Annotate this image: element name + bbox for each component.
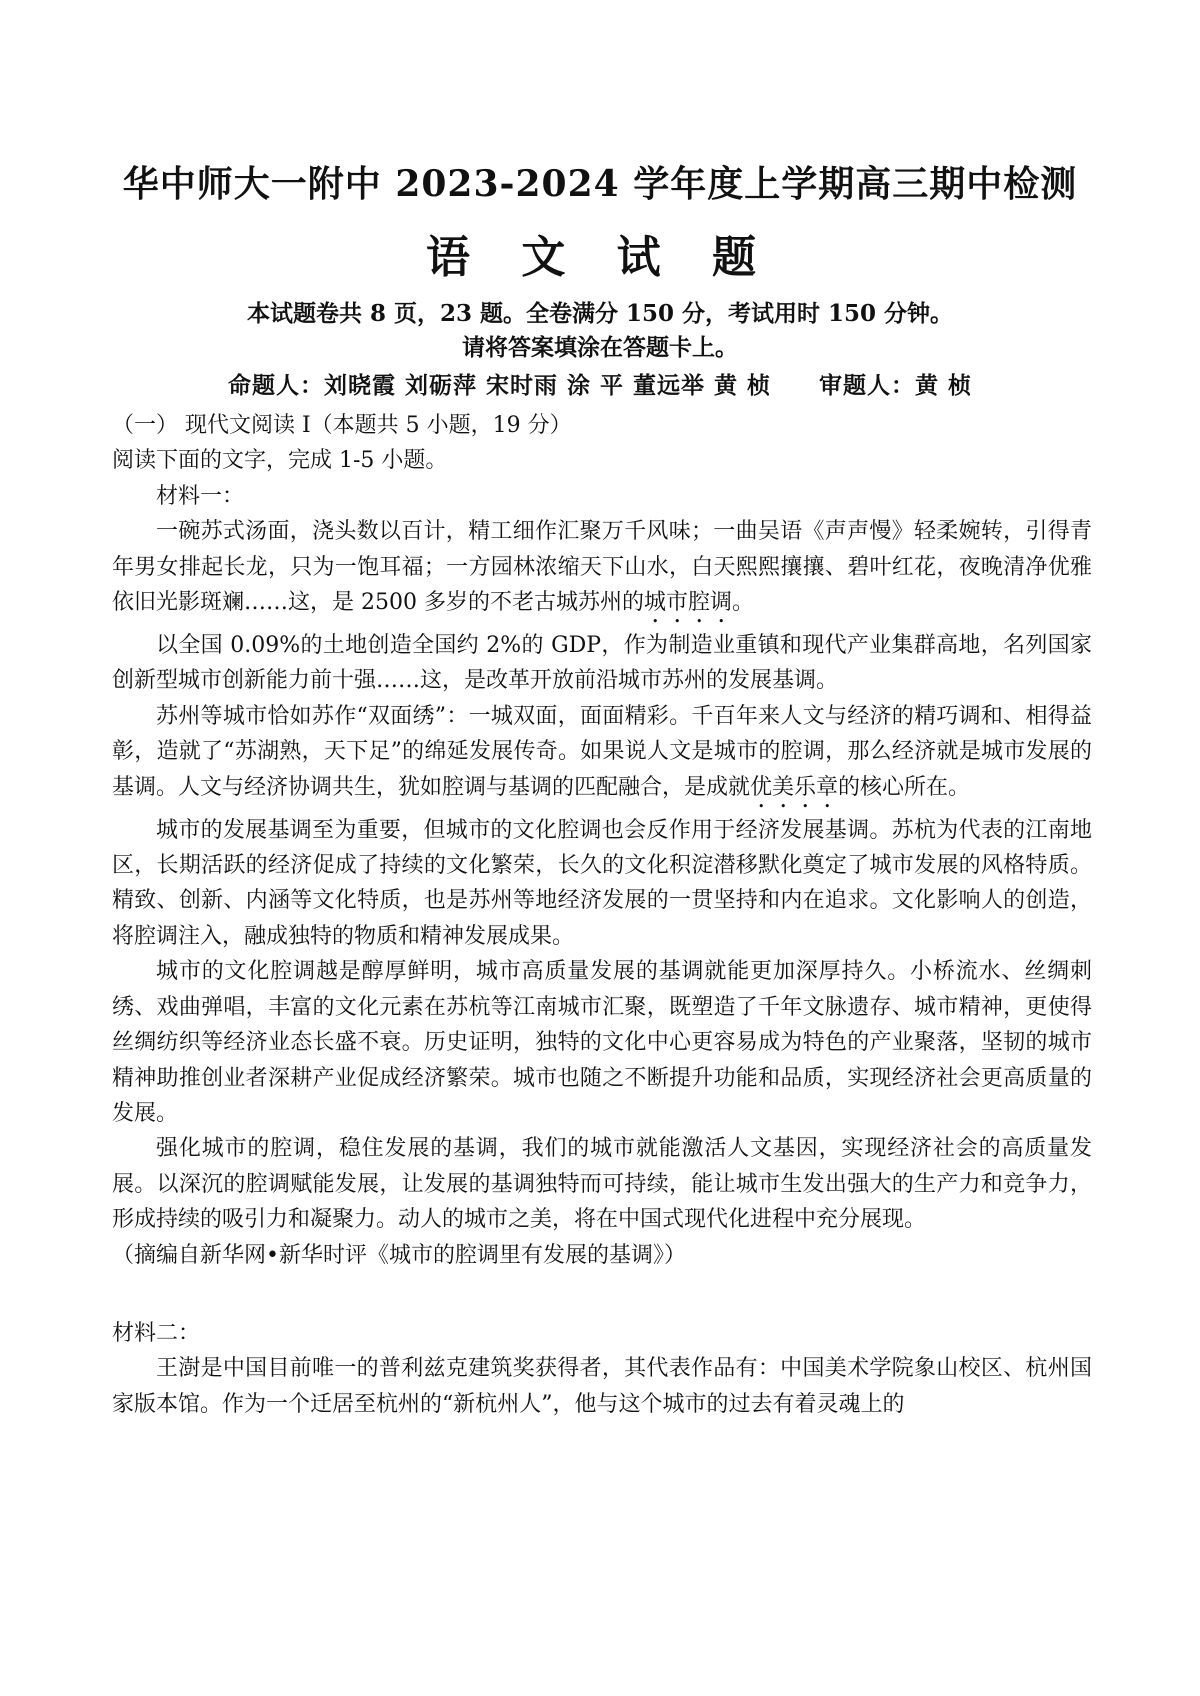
exam-title: 华中师大一附中 2023-2024 学年度上学期高三期中检测 (122, 163, 1078, 205)
material1-paragraph: 以全国 0.09%的土地创造全国约 2%的 GDP，作为制造业重镇和现代产业集群高地，名列国家创新型城市创新能力前十强……这，是改革开放前沿城市苏州的发展基调。 (112, 633, 1092, 694)
material2-label: 材料二： (112, 1321, 201, 1346)
section-instruction: 阅读下面的文字，完成 1-5 小题。 (112, 448, 448, 474)
section-heading: （一） 现代文阅读 I（本题共 5 小题，19 分） (112, 413, 572, 438)
material1-paragraph: 强化城市的腔调，稳住发展的基调，我们的城市就能激活人文基因，实现经济社会的高质量发展。以深沉的腔调赋能发展，让发展的基调独特而可持续，能让城市生发出强大的生产力和竞争力，形成持续的吸引力和凝聚力。动人的城市之美，将在中国式现代化进程中充分展现。 (112, 1136, 1092, 1233)
reading-section (112, 408, 1092, 1273)
material1-label: 材料一： (156, 483, 245, 509)
subject-title: 语 文 试 题 (426, 232, 774, 283)
material2-section (112, 1316, 1092, 1422)
emphasized-term: 优美乐章 (750, 774, 839, 800)
exam-info-line: 本试题卷共 8 页，23 题。全卷满分 150 分，考试用时 150 分钟。 (246, 300, 954, 327)
material1-source: （摘编自新华网•新华时评《城市的腔调里有发展的基调》） (112, 1242, 686, 1268)
authors-line: 命题人：刘晓霞 刘砺萍 宋时雨 涂 平 董远举 黄 桢 审题人：黄 桢 (227, 372, 973, 399)
material1-paragraph: 城市的文化腔调越是醇厚鲜明，城市高质量发展的基调就能更加深厚持久。小桥流水、丝绸刺绣、戏曲弹唱，丰富的文化元素在苏杭等江南城市汇聚，既塑造了千年文脉遗存、城市精神，更使得丝绸纺织等经济业态长盛不衰。历史证明，独特的文化中心更容易成为特色的产业聚落，坚韧的城市精神助推创业者深耕产业促成经济繁荣。城市也随之不断提升功能和品质，实现经济社会更高质量的发展。 (112, 959, 1092, 1126)
material1-paragraph: 苏州等城市恰如苏作“双面绣”：一城双面，面面精彩。千百年来人文与经济的精巧调和、相得益彰，造就了“苏湖熟，天下足”的绵延发展传奇。如果说人文是城市的腔调，那么经济就是城市发展的基调。人文与经济协调共生，犹如腔调与基调的匹配融合，是成就优美乐章的核心所在。 (112, 703, 1092, 800)
answer-instruction-line: 请将答案填涂在答题卡上。 (462, 334, 738, 361)
material2-paragraph: 王澍是中国目前唯一的普利兹克建筑奖获得者，其代表作品有：中国美术学院象山校区、杭州国家版本馆。作为一个迁居至杭州的“新杭州人”，他与这个城市的过去有着灵魂上的 (112, 1356, 1092, 1417)
material1-paragraph: 一碗苏式汤面，浇头数以百计，精工细作汇聚万千风味；一曲吴语《声声慢》轻柔婉转，引得青年男女排起长龙，只为一饱耳福；一方园林浓缩天下山水，白天熙熙攘攘、碧叶红花，夜晚清净优雅依旧光影斑斓……这，是 2500 多岁的不老古城苏州的城市腔调。 (112, 519, 1092, 616)
emphasized-term: 城市腔调 (643, 590, 732, 616)
material1-paragraph: 城市的发展基调至为重要，但城市的文化腔调也会反作用于经济发展基调。苏杭为代表的江南地区，长期活跃的经济促成了持续的文化繁荣，长久的文化积淀潜移默化奠定了城市发展的风格特质。精致、创新、内涵等文化特质，也是苏州等地经济发展的一贯坚持和内在追求。文化影响人的创造，将腔调注入，融成独特的物质和精神发展成果。 (112, 817, 1092, 949)
